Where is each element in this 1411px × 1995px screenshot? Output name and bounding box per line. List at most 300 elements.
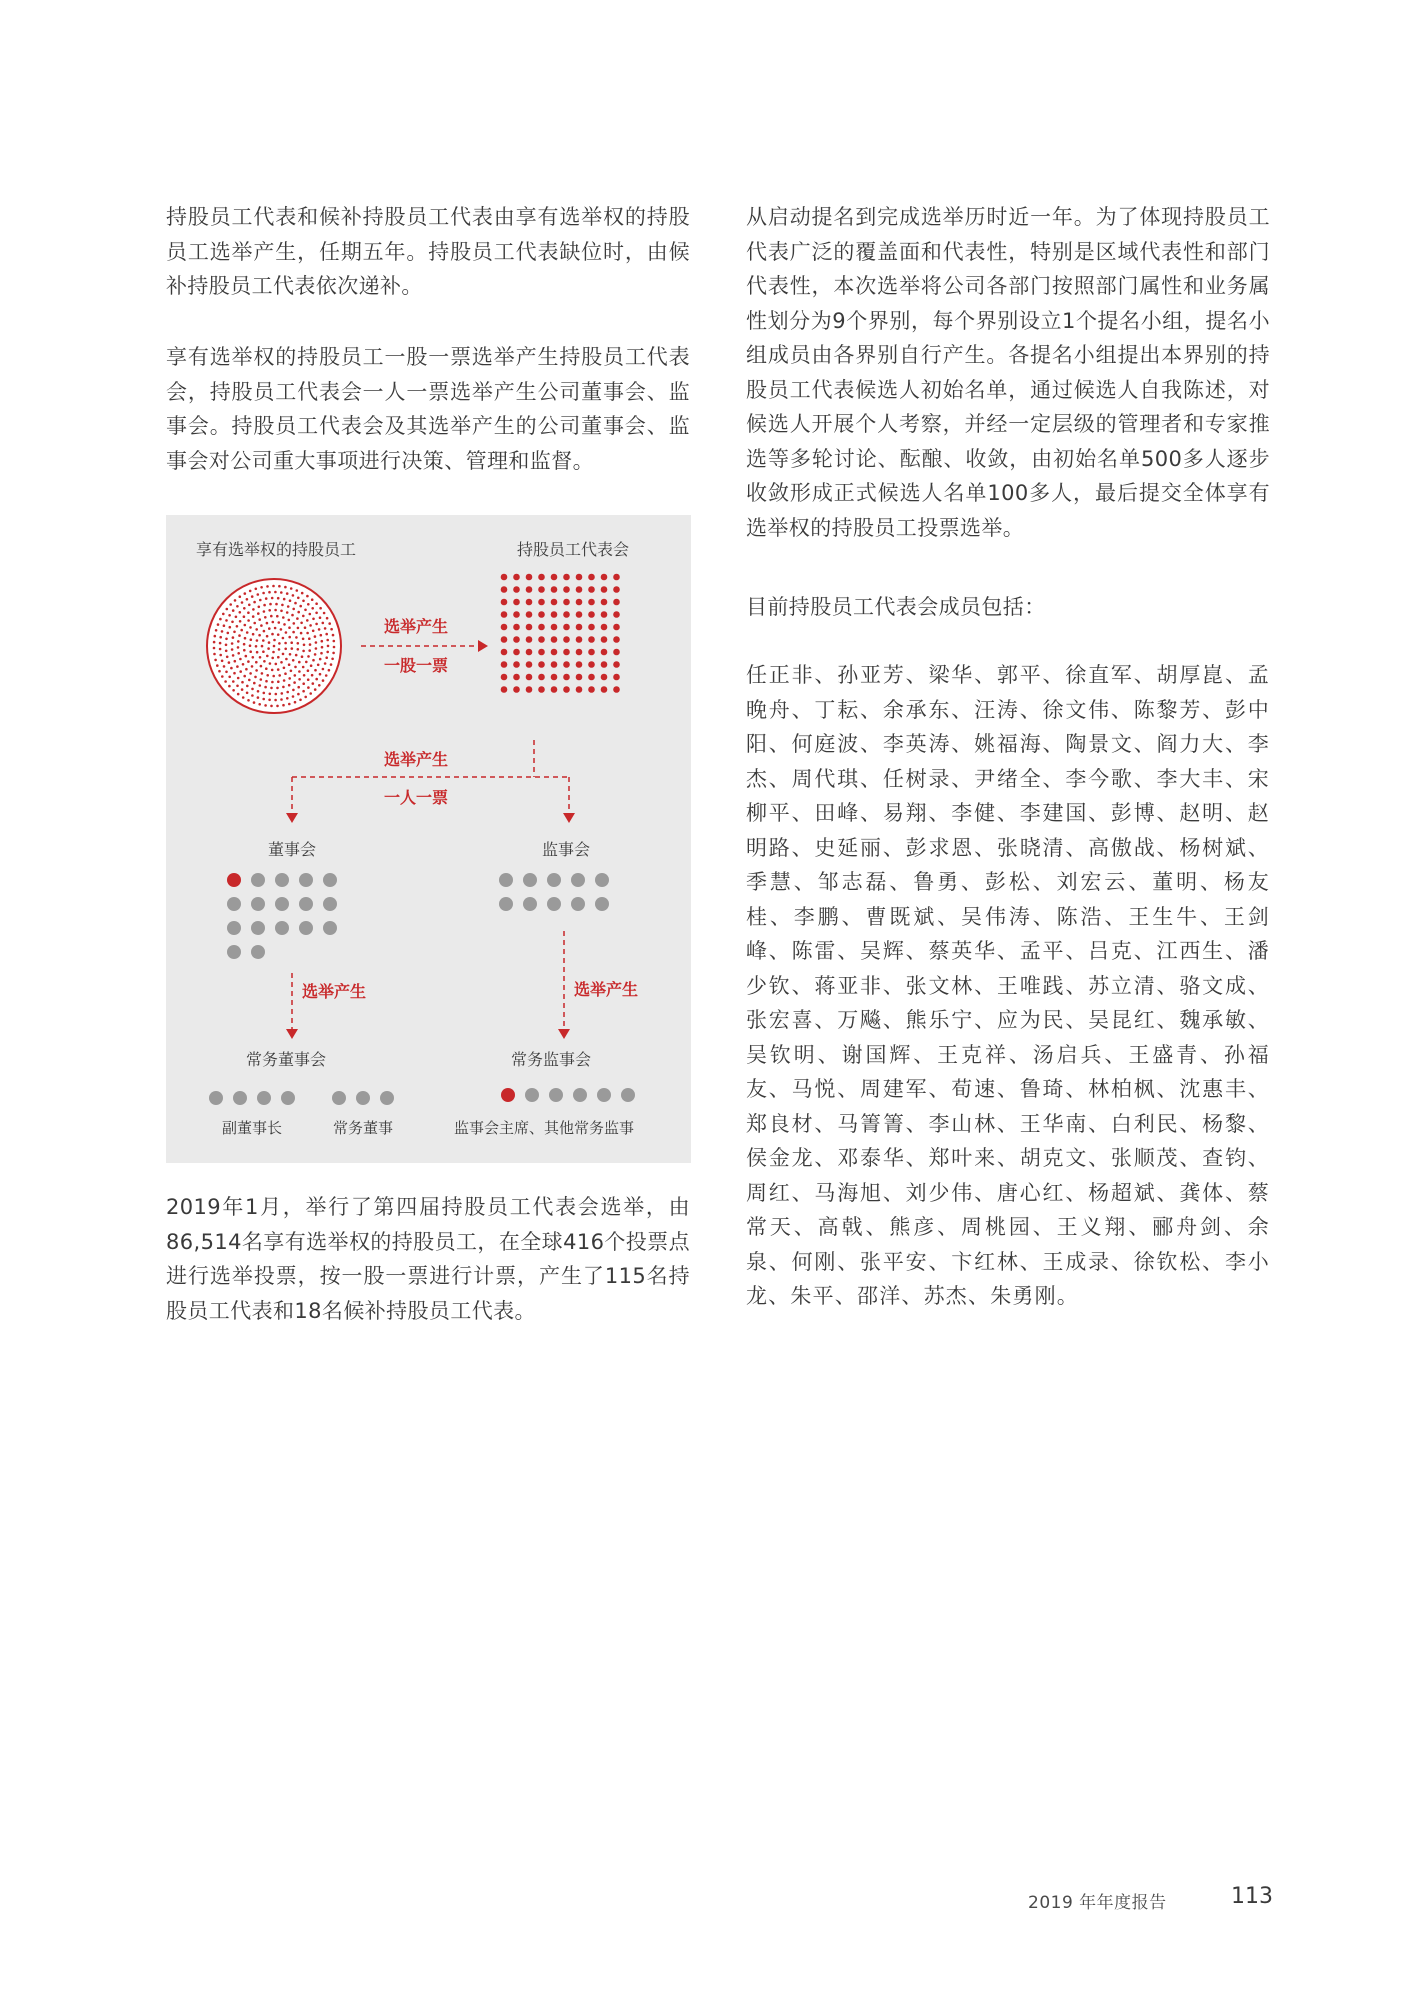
voter-dot [269,662,272,665]
voter-dot [217,623,220,626]
voter-dot [256,651,259,654]
voter-dot [262,698,265,701]
voter-dot [275,663,278,666]
voter-dot [251,694,254,697]
council-rep-dot [538,636,545,643]
voter-dot [237,677,240,680]
council-rep-dot [601,574,608,581]
council-rep-dot [526,661,533,668]
voter-dot [213,653,216,656]
voter-dot [298,661,301,664]
voter-dot [224,680,227,683]
voter-dot [330,628,333,631]
voter-dot [266,655,269,658]
voter-dot [277,633,280,636]
voter-dot [268,609,271,612]
voter-dot [280,661,283,664]
voter-dot [249,626,252,629]
voter-dot [299,605,302,608]
voter-dot [288,626,291,629]
council-rep-dot [576,624,583,631]
council-rep-dot [563,624,570,631]
arrow4-label-elect: 选举产生 [574,980,639,999]
voter-dot [331,658,334,661]
council-rep-dot [513,574,520,581]
voter-dot [213,647,216,650]
voter-dot [219,642,222,645]
voter-dot [247,611,250,614]
exec-board-label: 常务董事会 [245,1050,327,1069]
voter-dot [253,682,256,685]
voter-dot [271,669,274,672]
voter-dot [284,672,287,675]
voter-dot [227,632,230,635]
voter-dot [230,667,233,670]
intro-paragraph-governance: 享有选举权的持股员工一股一票选举产生持股员工代表会，持股员工代表会一人一票选举产生公司董事会、监事会。持股员工代表会及其选举产生的公司董事会、监事会对公司重大事项进行决策、管理和监督。 [166,345,690,473]
council-rep-dot [501,649,508,656]
voter-dot [274,609,277,612]
voters-label: 享有选举权的持股员工 [195,540,357,559]
supervisory-member-dot [595,897,609,911]
voter-dot [275,693,278,696]
council-rep-dot [576,574,583,581]
voter-dot [302,690,305,693]
voter-dot [228,676,231,679]
voter-dot [270,615,273,618]
voter-dot [282,704,285,707]
council-rep-dot [601,636,608,643]
voter-dot [277,656,280,659]
voter-dot [297,686,300,689]
voter-dot [258,606,261,609]
council-rep-dot [526,649,533,656]
voter-dot [214,635,217,638]
voter-dot [257,612,260,615]
council-rep-dot [563,599,570,606]
voter-dot [307,686,310,689]
voter-dot [245,668,248,671]
voter-dot [272,675,275,678]
voter-dot [333,646,336,649]
voter-dot [284,642,287,645]
council-rep-dot [601,624,608,631]
voter-dot [244,637,247,640]
voter-dot [260,624,263,627]
voter-dot [262,639,265,642]
voter-dot [260,665,263,668]
council-rep-dot [551,574,558,581]
voter-dot [256,639,259,642]
voter-dot [250,638,253,641]
voter-dot [282,653,285,656]
supervisory-member-dot [499,873,513,887]
arrow2-label-person-vote: 一人一票 [383,788,449,807]
council-rep-dot [613,611,620,618]
council-rep-dot [601,674,608,681]
exec-supervisor-dot [621,1088,635,1102]
exec-supervisor-dot [549,1088,563,1102]
voter-dot [274,591,277,594]
voter-dot [236,625,239,628]
voter-dot [292,659,295,662]
council-rep-dot [576,599,583,606]
voter-dot [234,599,237,602]
voter-dot [323,612,326,615]
voter-dot [297,627,300,630]
council-rep-dot [551,686,558,693]
voter-dot [321,646,324,649]
voter-dot [276,687,279,690]
council-rep-dot [513,599,520,606]
voter-dot [286,592,289,595]
voter-dot [296,589,299,592]
voter-dot [285,631,288,634]
voter-dot [236,605,239,608]
vice-chair-label: 副董事长 [221,1119,283,1137]
voter-dot [286,697,289,700]
supervisory-member-dot [523,873,537,887]
voter-dot [282,616,285,619]
council-rep-dot [588,686,595,693]
voter-dot [324,627,327,630]
sup-chair-dot [501,1088,515,1102]
voter-dot [226,608,229,611]
voter-dot [319,673,322,676]
voter-dot [232,654,235,657]
voter-dot [236,665,239,668]
council-rep-dot [588,574,595,581]
council-rep-dot [563,649,570,656]
voter-dot [260,586,263,589]
council-rep-dot [551,586,558,593]
voter-dot [303,644,306,647]
voter-dot [232,689,235,692]
board-member-dot [227,945,241,959]
voter-dot [221,630,224,633]
voter-dot [319,616,322,619]
voter-dot [309,692,312,695]
governance-diagram [166,515,691,1163]
voter-dot [255,669,258,672]
voter-dot [271,597,274,600]
voter-dot [326,617,329,620]
council-rep-dot [563,611,570,618]
voter-dot [252,615,255,618]
voter-dot [246,631,249,634]
voter-dot [330,663,333,666]
voter-dot [318,628,321,631]
voter-dot [228,614,231,617]
voter-dot [215,629,218,632]
voter-dot [266,635,269,638]
voter-dot [333,640,336,643]
board-member-dot [251,921,265,935]
voter-dot [312,682,315,685]
voter-dot [258,703,261,706]
council-rep-dot [538,674,545,681]
voter-dot [280,591,283,594]
council-rep-dot [526,636,533,643]
nomination-process-paragraph: 从启动提名到完成选举历时近一年。为了体现持股员工代表广泛的覆盖面和代表性，特别是区域代表性和部门代表性，本次选举将公司各部门按照部门属性和业务属性划分为9个界别，每个界别设立1个提名小组，提名小组成员由各界别自行产生。各提名小组提出本界别的持股员工代表候选人初始名单，通过候选人自我陈述，对候选人开展个人考察，并经一定层级的管理者和专家推选等多轮讨论、酝酿、收敛，由初始名单500多人逐步收敛形成正式候选人名单100多人，最后提交全体享有选举权的持股员工投票选举。 [746,205,1270,540]
voter-dot [262,650,265,653]
voter-dot [260,678,263,681]
voter-dot [312,618,315,621]
voter-dot [301,592,304,595]
voter-dot [298,670,301,673]
voter-dot [308,637,311,640]
council-rep-dot [513,611,520,618]
voter-dot [257,593,260,596]
voter-dot [287,605,290,608]
arrow1-label-share-vote: 一股一票 [383,656,449,675]
voter-dot [264,686,267,689]
supervisory-member-dot [547,897,561,911]
voter-dot [281,604,284,607]
voter-dot [289,599,292,602]
voter-dot [311,607,314,610]
voter-dot [225,644,228,647]
voter-dot [229,603,232,606]
voter-dot [252,633,255,636]
council-rep-dot [601,611,608,618]
voter-dot [252,656,255,659]
voter-dot [247,660,250,663]
voter-dot [223,624,226,627]
voter-dot [239,611,242,614]
voter-dot [271,633,274,636]
voter-dot [302,615,305,618]
voter-dot [294,666,297,669]
voter-dot [314,688,317,691]
voter-dot [283,623,286,626]
voter-dot [273,639,276,642]
exec-director-dot [380,1091,394,1105]
voter-dot [278,648,281,651]
council-rep-dot [601,661,608,668]
voter-dot [259,656,262,659]
voter-dot [308,649,311,652]
council-rep-dot [501,686,508,693]
voter-dot [221,675,224,678]
voter-dot [253,701,256,704]
voter-dot [314,669,317,672]
voter-dot [244,624,247,627]
board-member-dot [251,897,265,911]
council-rep-dot [563,636,570,643]
voter-dot [218,670,221,673]
voter-dot [255,628,258,631]
page-number: 113 [1231,1884,1273,1909]
voter-dot [315,678,318,681]
voter-dot [232,609,235,612]
voter-dot [327,645,330,648]
voter-dot [272,651,275,654]
voter-dot [307,603,310,606]
voter-dot [276,615,279,618]
voter-dot [318,684,321,687]
rep-council-label: 持股员工代表会 [516,540,630,559]
voter-dot [265,680,268,683]
vice-chair-dot [233,1091,247,1105]
voter-dot [277,680,280,683]
voter-dot [288,703,291,706]
council-rep-dot [576,636,583,643]
council-rep-dot [526,686,533,693]
voter-dot [291,614,294,617]
voter-dot [288,663,291,666]
voter-dot [324,662,327,665]
voter-dot [292,695,295,698]
council-rep-dot [613,661,620,668]
voter-dot [282,686,285,689]
voter-dot [246,598,249,601]
board-member-dot [275,897,289,911]
voter-dot [257,696,260,699]
voter-dot [275,603,278,606]
council-rep-dot [563,574,570,581]
voter-dot [231,642,234,645]
voter-dot [328,622,331,625]
voter-dot [221,660,224,663]
board-member-dot [251,945,265,959]
council-rep-dot [526,574,533,581]
voter-dot [291,647,294,650]
intro-paragraph-term: 持股员工代表和候补持股员工代表由享有选举权的持股员工选举产生，任期五年。持股员工代表缺位时，由候补持股员工代表依次递补。 [166,205,690,298]
voter-dot [326,651,329,654]
voter-dot [285,658,288,661]
voter-dot [278,585,281,588]
council-rep-dot [551,636,558,643]
voter-dot [293,681,296,684]
council-rep-dot [513,586,520,593]
voter-dot [225,619,228,622]
members-heading: 目前持股员工代表会成员包括： [746,595,1046,619]
council-rep-dot [576,611,583,618]
voter-dot [271,657,274,660]
voter-dot [237,640,240,643]
voter-dot [284,586,287,589]
council-rep-dot [538,649,545,656]
voter-dot [314,635,317,638]
voter-dot [238,634,241,637]
voter-dot [231,648,234,651]
voter-dot [304,626,307,629]
election-stats-paragraph: 2019年1月，举行了第四届持股员工代表会选举，由86,514名享有选举权的持股员工，在全球416个投票点进行选举投票，按一股一票进行计票，产生了115名持股员工代表和18名候补持股员工代表。 [166,1195,690,1323]
supervisory-member-dot [499,897,513,911]
council-rep-dot [501,611,508,618]
voter-dot [268,627,271,630]
voter-dot [233,631,236,634]
voter-dot [306,595,309,598]
voter-dot [267,647,270,650]
voter-dot [282,637,285,640]
voter-dot [288,619,291,622]
voter-dot [283,598,286,601]
voter-dot [247,619,250,622]
voter-dot [242,696,245,699]
voter-dot [325,674,328,677]
voter-dot [300,622,303,625]
voter-dot [295,636,298,639]
voter-dot [315,602,318,605]
voter-dot [263,630,266,633]
voter-dot [290,587,293,590]
voter-dot [214,659,217,662]
voter-dot [213,641,216,644]
board-member-dot [227,897,241,911]
voter-dot [319,607,322,610]
council-rep-dot [513,661,520,668]
voter-dot [304,609,307,612]
board-member-dot [299,897,313,911]
council-rep-dot [551,624,558,631]
voter-dot [253,601,256,604]
voter-dot [276,705,279,708]
voter-dot [258,634,261,637]
voter-dot [312,630,315,633]
council-rep-dot [513,624,520,631]
council-rep-dot [563,686,570,693]
council-rep-dot [576,686,583,693]
council-rep-dot [576,649,583,656]
voter-dot [248,604,251,607]
voter-dot [237,652,240,655]
voter-dot [325,656,328,659]
exec-supervisor-dot [573,1088,587,1102]
voter-dot [322,668,325,671]
arrow2-label-elect: 选举产生 [383,750,449,769]
council-rep-dot [588,624,595,631]
council-rep-dot [513,686,520,693]
voter-dot [251,595,254,598]
voter-dot [307,678,310,681]
council-rep-dot [588,611,595,618]
board-member-dot [323,873,337,887]
voter-dot [239,670,242,673]
voter-dot [302,682,305,685]
council-rep-dot [513,649,520,656]
voter-dot [292,594,295,597]
voter-dot [277,668,280,671]
voter-dot [288,677,291,680]
voter-dot [307,669,310,672]
voter-dot [255,588,258,591]
voter-dot [265,667,268,670]
voter-dot [298,678,301,681]
council-rep-dot [538,574,545,581]
voter-dot [232,680,235,683]
board-chair-dot [227,873,241,887]
voter-dot [289,653,292,656]
voter-dot [229,626,232,629]
voter-dot [303,674,306,677]
voter-dot [288,684,291,687]
voter-dot [263,610,266,613]
council-rep-dot [551,599,558,606]
voter-dot [255,645,258,648]
voter-dot [280,628,283,631]
voter-dot [268,641,271,644]
voter-dot [290,670,293,673]
council-rep-dot [613,674,620,681]
voter-dot [240,629,243,632]
voter-dot [322,622,325,625]
exec-director-label: 常务董事 [332,1119,394,1137]
voter-dot [307,655,310,658]
voter-dot [293,622,296,625]
council-rep-dot [501,661,508,668]
council-rep-dot [588,661,595,668]
